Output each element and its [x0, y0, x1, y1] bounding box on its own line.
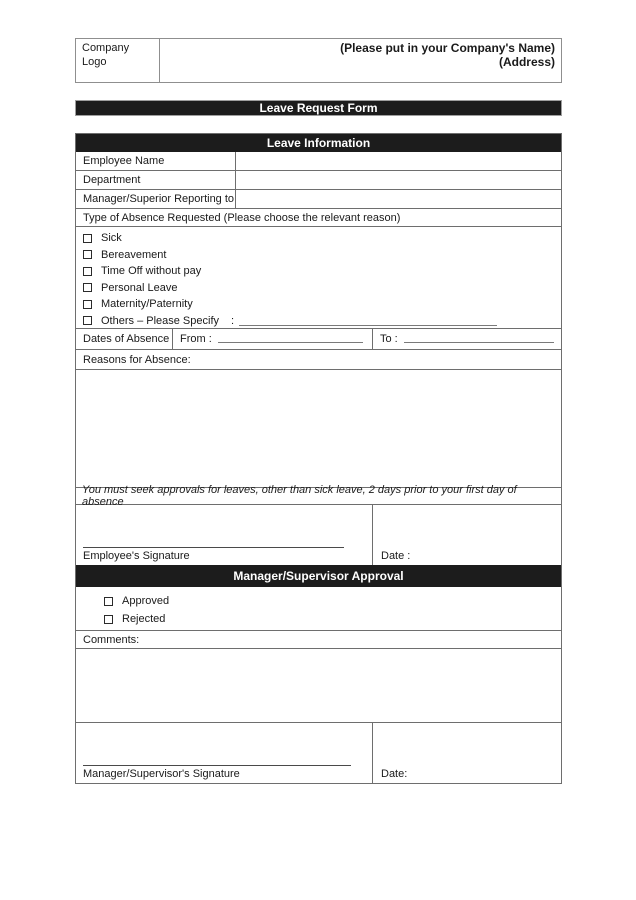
- checkbox-bereavement[interactable]: [83, 250, 92, 259]
- checkbox-rejected-label: Rejected: [122, 613, 166, 625]
- company-name-placeholder: (Please put in your Company's Name): [340, 41, 555, 55]
- checkbox-approved-label: Approved: [122, 595, 170, 607]
- manager-date-label: Date:: [381, 768, 408, 780]
- employee-date-label: Date :: [381, 550, 411, 562]
- reasons-for-absence-box[interactable]: [76, 370, 561, 488]
- manager-signature-cell: [76, 723, 373, 783]
- checkbox-rejected[interactable]: [104, 615, 113, 624]
- comments-box[interactable]: [76, 649, 561, 723]
- checkbox-others-label: Others – Please Specify: [101, 314, 220, 327]
- manager-signature-line[interactable]: [83, 765, 351, 766]
- approval-note-text: You must seek approvals for leaves, other than sick leave, 2 days prior to your first day of absence: [82, 484, 517, 508]
- form-content: [75, 38, 562, 784]
- reasons-label-row: [76, 350, 561, 370]
- checkbox-others[interactable]: [83, 316, 92, 325]
- checkbox-sick-label: Sick: [101, 232, 122, 245]
- dates-of-absence-row: [76, 329, 561, 350]
- leave-type-checkbox-block: [76, 227, 561, 329]
- company-logo-cell: [76, 39, 160, 82]
- department-field[interactable]: [236, 171, 561, 189]
- leave-information-section-bar: [76, 134, 561, 152]
- checkbox-timeoff-label: Time Off without pay: [101, 265, 202, 278]
- department-row: [76, 171, 561, 190]
- leave-type-row-personal: [83, 280, 561, 297]
- employee-signature-cell: [76, 505, 373, 565]
- leave-type-row-others: [83, 313, 561, 330]
- employee-signature-line[interactable]: [83, 547, 344, 548]
- manager-reporting-row: [76, 190, 561, 209]
- company-address-placeholder: (Address): [498, 54, 555, 69]
- form-title-bar: [75, 100, 562, 116]
- checkbox-sick[interactable]: [83, 234, 92, 243]
- to-date-cell: [373, 329, 561, 349]
- to-date-line[interactable]: [404, 332, 554, 343]
- leave-type-row-maternity: [83, 296, 561, 313]
- leave-type-row-sick: [83, 230, 561, 247]
- type-of-absence-label: Type of Absence Requested (Please choose the relevant reason): [83, 211, 401, 224]
- manager-signature-label: Manager/Supervisor's Signature: [83, 768, 240, 780]
- main-form-table: [75, 133, 562, 784]
- approval-section-bar: [76, 565, 561, 587]
- manager-reporting-label: Manager/Superior Reporting to: [76, 190, 236, 208]
- approval-checkbox-block: [76, 587, 561, 631]
- employee-date-cell[interactable]: [373, 505, 561, 565]
- form-title: Leave Request Form: [259, 101, 378, 115]
- company-logo-label: Company Logo: [82, 42, 130, 68]
- department-label: Department: [76, 171, 236, 189]
- from-label: From :: [180, 333, 212, 345]
- reasons-for-absence-label: Reasons for Absence:: [83, 353, 191, 366]
- to-label: To :: [380, 333, 398, 345]
- from-date-line[interactable]: [218, 332, 363, 343]
- leave-type-row-timeoff: [83, 263, 561, 280]
- checkbox-timeoff[interactable]: [83, 267, 92, 276]
- others-colon: :: [231, 314, 235, 327]
- checkbox-approved[interactable]: [104, 597, 113, 606]
- approval-row-rejected: [104, 610, 561, 628]
- leave-information-title: Leave Information: [266, 136, 371, 150]
- checkbox-maternity[interactable]: [83, 300, 92, 309]
- company-info-cell[interactable]: [160, 39, 561, 82]
- employee-name-label: Employee Name: [76, 152, 236, 170]
- checkbox-bereavement-label: Bereavement: [101, 248, 167, 261]
- approval-note-row: [76, 484, 561, 508]
- company-header-table: [75, 38, 562, 83]
- leave-type-row-bereavement: [83, 247, 561, 264]
- approval-row-approved: [104, 592, 561, 610]
- employee-name-row: [76, 152, 561, 171]
- checkbox-maternity-label: Maternity/Paternity: [101, 298, 193, 311]
- type-of-absence-row: [76, 209, 561, 227]
- checkbox-personal[interactable]: [83, 283, 92, 292]
- others-specify-line[interactable]: [239, 315, 497, 326]
- approval-section-title: Manager/Supervisor Approval: [233, 569, 404, 583]
- employee-name-field[interactable]: [236, 152, 561, 170]
- manager-signature-row: [76, 723, 561, 783]
- manager-reporting-field[interactable]: [236, 190, 561, 208]
- comments-label: Comments:: [83, 633, 140, 646]
- checkbox-personal-label: Personal Leave: [101, 281, 178, 294]
- employee-signature-row: [76, 505, 561, 565]
- from-date-cell: [173, 329, 373, 349]
- employee-signature-label: Employee's Signature: [83, 550, 190, 562]
- manager-date-cell[interactable]: [373, 723, 561, 783]
- comments-label-row: [76, 631, 561, 649]
- dates-of-absence-label: Dates of Absence: [76, 329, 173, 349]
